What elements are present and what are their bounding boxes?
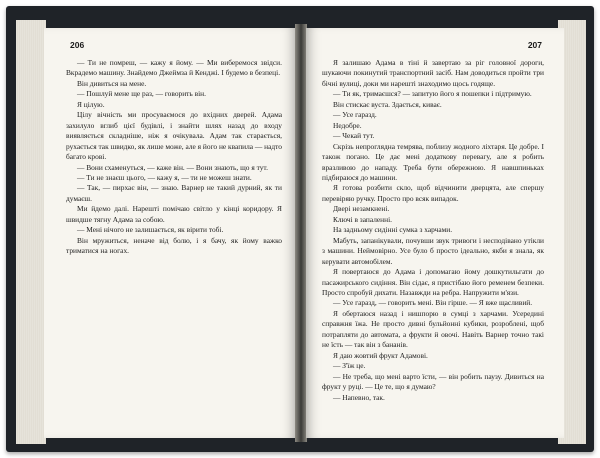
paragraph: — З'їж це. [333,361,366,371]
paragraph: Я даю жовтий фрукт Адамові. [333,350,428,360]
paragraph: Він стискає вуста. Здається, киває. [333,99,442,109]
left-page [44,28,296,438]
page-text [322,58,544,403]
paragraph: Він дивиться на мене. [77,78,147,88]
paragraph: — Ти як, тримаєшся? — запитую його я пошепки і підтримую. [333,89,532,99]
page-text [66,58,282,257]
paragraph: Недобре. [333,120,362,130]
right-page [306,28,564,438]
paragraph: Я залишаю Адама в тіні й завертаю за ріг головної дороги, шукаючи покинутий транспортний засіб. Нам доводиться пройти три бічні вулиці, доки ми нарешті знаходимо щось годяще. [322,58,544,88]
paragraph: Скрізь непроглядна темрява, поблизу жодного ліхтаря. Це добре. І також погано. Це дає мені додаткову перевагу, але я робить вразливою до нападу. Треба бути обережною. Я навшпиньках підбираюся до машини. [322,141,544,182]
paragraph: — Мені нічого не залишається, як вірити тобі. [77,225,224,235]
paragraph: — Усе гаразд, — говорить мені. Він гірше. — Я вже щасливий. [333,298,533,308]
paragraph: — Пошлуй мене ще раз, — говорить він. [77,89,206,99]
paragraph: Я повертаюся до Адама і допомагаю йому дошкутильгати до пасажирського сидіння. Він сідає, я пристібаю його ременем безпеки. Просто спробуй дихати. Назавжди на ребра. Напружити м'язи. [322,267,544,297]
page-edges-left [16,20,46,444]
paragraph: — Не треба, що мені варто їсти, — він робить паузу. Дивиться на фрукт у руці. — Це те, що я думаю? [322,371,544,392]
paragraph: — Усе гаразд. [333,110,377,120]
paragraph: Ми йдемо далі. Нарешті помічаю світло у кінці коридору. Я швидше тягну Адама за собою. [66,204,282,224]
paragraph: — Напевно, так. [333,392,385,402]
paragraph: — Вони схаменуться, — каже він. — Вони знають, що я тут. [77,162,268,172]
paragraph: Я цілую. [77,99,105,109]
paragraph: Він мружиться, неначе від болю, і я бачу, як йому важко триматися на ногах. [66,235,282,256]
paragraph: — Чекай тут. [333,131,375,141]
paragraph: — Ти не помреш, — кажу я йому. — Ми виберемося звідси. Вкрадемо машину. Знайдемо Джеймза й Кенджі. І будемо в безпеці. [66,58,282,78]
page-number: 206 [70,40,85,50]
open-book [6,6,594,452]
paragraph: Ключі в запаленні. [333,214,392,224]
paragraph: На задньому сидінні сумка з харчами. [333,225,453,235]
paragraph: — Так, — пирхає він, — знаю. Варнер не такий дурний, як ти думаєш. [66,183,282,203]
page-number: 207 [527,40,542,50]
paragraph: Цілу вічність ми просуваємося до вхідних дверей. Адама захилуло вглиб цієї будівлі, і знайти шлях назад до входу виявляється складніше, ніж я очікувала. Адам так старається, рухається так швидко, як лише може, але я його не квапила — надто багато крові. [66,110,282,162]
paragraph: Мабуть, запанікували, почувши звук тривоги і несподівано утікли з машини. Неймовірно. Усе було б просто ідеально, якби я знала, як керувати автомобілем. [322,235,544,266]
paragraph: — Ти не знаєш цього, — кажу я, — ти не можеш знати. [77,172,252,182]
paragraph: Двері незамкнені. [333,204,390,214]
paragraph: Я обертаюся назад і нишпорю в сумці з харчами. Усередині справжня їжа. Не просто дивні бульйонні кубики, розроблені, щоб потрапляти до автомата, а фрукти й овочі. Навіть Варнер точно такі не їсть — так він з бананів. [322,308,544,350]
paragraph: Я готова розбити скло, щоб відчинити дверцята, але спершу перевіряю ручку. Просто про всяк випадок. [322,183,544,203]
